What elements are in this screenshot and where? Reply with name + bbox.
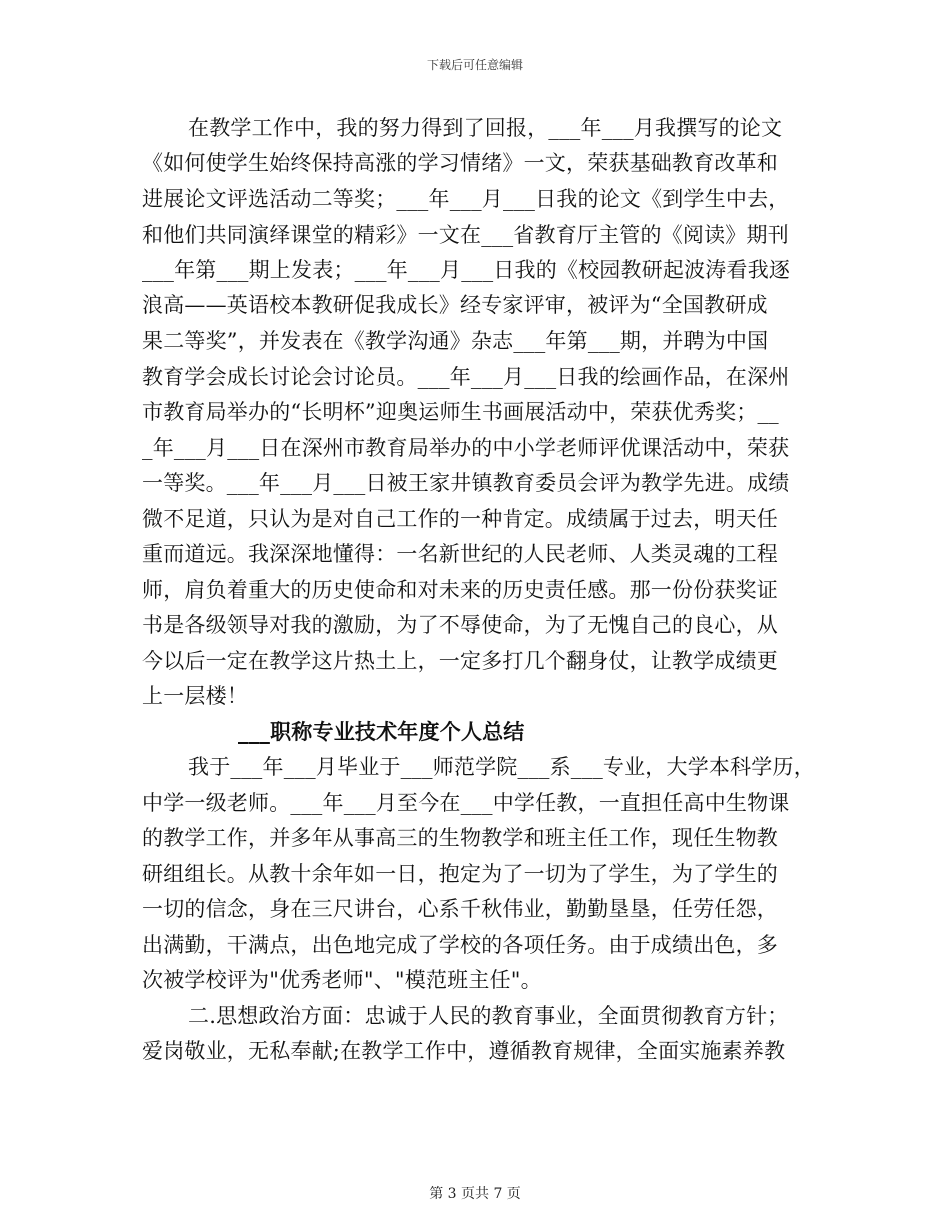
section-title: ___职称专业技术年度个人总结 bbox=[238, 719, 525, 744]
text-line: 一切的信念，身在三尺讲台，心系千秋伟业，勤勤垦垦，任劳任怨， bbox=[142, 897, 778, 921]
text-line: 的教学工作，并多年从事高三的生物教学和班主任工作，现任生物教 bbox=[142, 826, 778, 850]
page-footer: 第 3 页共 7 页 bbox=[429, 1186, 521, 1202]
text-line: 市教育局举办的“长明杯”迎奥运师生书画展活动中，荣获优秀奖；__ bbox=[142, 400, 779, 424]
text-line: 次被学校评为"优秀老师"、"模范班主任"。 bbox=[142, 968, 542, 992]
text-line: 研组组长。从教十余年如一日，抱定为了一切为了学生，为了学生的 bbox=[142, 862, 778, 886]
text-line: 爱岗敬业，无私奉献;在教学工作中，遵循教育规律，全面实施素养教 bbox=[142, 1039, 786, 1063]
text-line: 教育学会成长讨论会讨论员。___年___月___日我的绘画作品，在深州 bbox=[142, 365, 790, 389]
text-line: 和他们共同演绎课堂的精彩》一文在___省教育厅主管的《阅读》期刊 bbox=[142, 223, 789, 247]
text-line: 浪高——英语校本教研促我成长》经专家评审，被评为“全国教研成 bbox=[142, 293, 768, 317]
text-line: 在教学工作中，我的努力得到了回报，___年___月我撰写的论文 bbox=[188, 116, 783, 140]
text-line: 进展论文评选活动二等奖；___年___月___日我的论文《到学生中去， bbox=[142, 187, 790, 211]
text-line: 一等奖。___年___月___日被王家井镇教育委员会评为教学先进。成绩 bbox=[142, 471, 790, 495]
text-line: 二.思想政治方面：忠诚于人民的教育事业，全面贯彻教育方针； bbox=[188, 1004, 789, 1028]
text-line: ___年第___期上发表；___年___月___日我的《校园教研起波涛看我逐 bbox=[142, 258, 791, 282]
text-line: 微不足道，只认为是对自己工作的一种肯定。成绩属于过去，明天任 bbox=[142, 507, 778, 531]
text-line: 果二等奖”，并发表在《教学沟通》杂志___年第___期，并聘为中国 bbox=[142, 329, 769, 353]
text-line: 我于___年___月毕业于___师范学院___系___专业，大学本科学历， bbox=[188, 755, 815, 779]
text-line: 《如何使学生始终保持高涨的学习情绪》一文，荣获基础教育改革和 bbox=[142, 151, 778, 175]
text-line: 上一层楼！ bbox=[142, 684, 248, 708]
text-line: 出满勤，干满点，出色地完成了学校的各项任务。由于成绩出色，多 bbox=[142, 933, 778, 957]
text-line: 中学一级老师。___年___月至今在___中学任教，一直担任高中生物课 bbox=[142, 791, 790, 815]
text-line: 书是各级领导对我的激励，为了不辱使命，为了无愧自己的良心，从 bbox=[142, 613, 778, 637]
text-line: 师，肩负着重大的历史使命和对未来的历史责任感。那一份份获奖证 bbox=[142, 578, 778, 602]
text-line: _年___月___日在深州市教育局举办的中小学老师评优课活动中，荣获 bbox=[142, 436, 790, 460]
text-line: 重而道远。我深深地懂得：一名新世纪的人民老师、人类灵魂的工程 bbox=[142, 542, 778, 566]
text-line: 今以后一定在教学这片热土上，一定多打几个翻身仗，让教学成绩更 bbox=[142, 649, 778, 673]
page-header: 下载后可任意编辑 bbox=[426, 58, 523, 72]
